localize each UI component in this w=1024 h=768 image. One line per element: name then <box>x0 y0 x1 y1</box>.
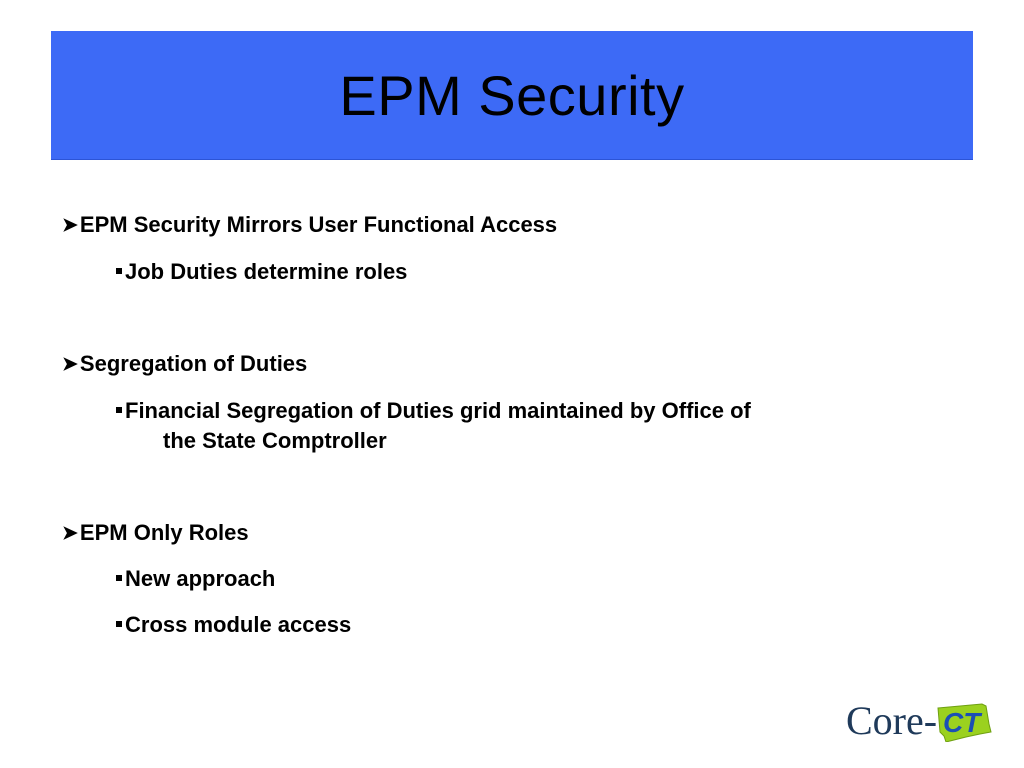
sub-bullet-item <box>116 398 751 424</box>
sub-bullet-text: Cross module access <box>125 612 352 637</box>
bullet-item <box>62 351 307 377</box>
square-bullet-icon <box>116 268 122 274</box>
square-bullet-icon <box>116 407 122 413</box>
core-ct-logo <box>846 698 996 748</box>
sub-bullet-text: Financial Segregation of Duties grid maintained by Office of <box>125 398 751 423</box>
arrow-icon: ➤ <box>62 523 78 544</box>
bullet-text: EPM Only Roles <box>79 520 249 545</box>
square-bullet-icon <box>116 575 122 581</box>
square-bullet-icon <box>116 621 122 627</box>
sub-bullet-text: New approach <box>125 566 276 591</box>
logo-suffix: CT <box>943 707 981 738</box>
slide-title: EPM Security <box>339 63 685 127</box>
logo-prefix: Core- <box>846 698 938 743</box>
connecticut-map-icon <box>936 702 993 742</box>
bullet-text: EPM Security Mirrors User Functional Access <box>79 212 558 237</box>
sub-bullet-item <box>116 259 407 285</box>
sub-bullet-text: Job Duties determine roles <box>125 259 408 284</box>
bullet-item <box>62 212 557 238</box>
bullet-item <box>62 520 249 546</box>
sub-bullet-continuation: the State Comptroller <box>163 428 387 453</box>
bullet-text: Segregation of Duties <box>79 351 308 376</box>
arrow-icon: ➤ <box>62 215 78 236</box>
sub-bullet-item <box>116 566 275 592</box>
arrow-icon: ➤ <box>62 354 78 375</box>
sub-bullet-item <box>116 612 351 638</box>
